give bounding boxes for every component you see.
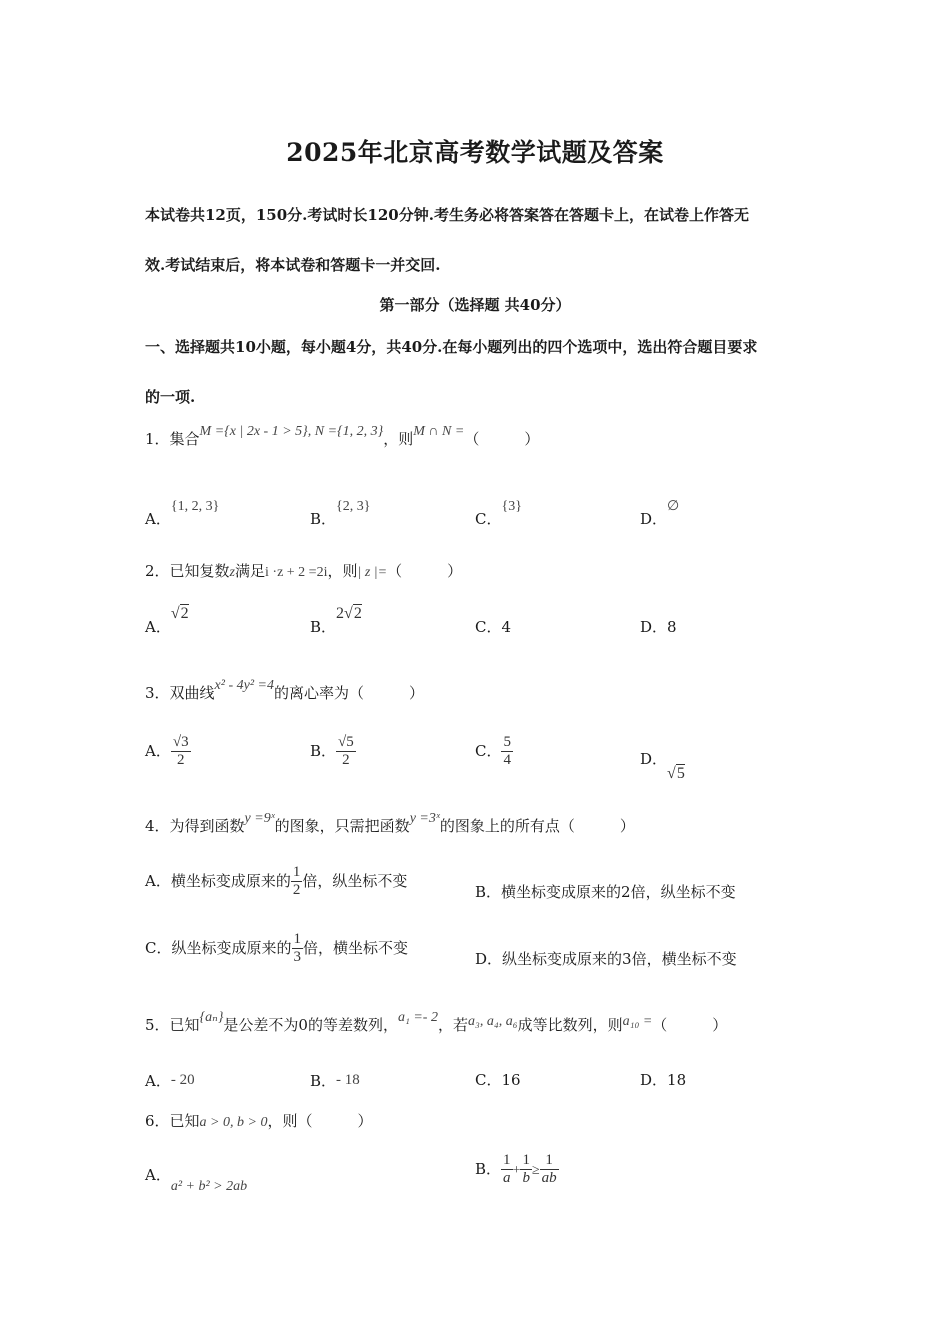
fraction: $\frac{1}{3}$ bbox=[293, 931, 301, 965]
q1-option-d[interactable]: D．∅ bbox=[640, 499, 680, 528]
q1-option-b[interactable]: B．{2, 3} bbox=[310, 499, 371, 528]
q4-option-b[interactable]: B．横坐标变成原来的2倍，纵坐标不变 bbox=[475, 883, 736, 901]
intro-line-1: 本试卷共12页，150分.考试时长120分钟.考生务必将答案答在答题卡上，在试卷上作答无 bbox=[145, 206, 749, 224]
question-1 bbox=[145, 424, 540, 449]
q1-intersection-expr: M ∩ N = bbox=[413, 424, 465, 439]
sqrt-symbol: √2 bbox=[170, 605, 189, 622]
q1-paren: （ ） bbox=[464, 430, 540, 448]
q2-option-c[interactable]: C．4 bbox=[475, 618, 512, 636]
q6-option-b[interactable]: B． $\frac{1}{a}$ + $\frac{1}{b}$ ≥ $\frac{1}{ab}$ bbox=[475, 1152, 557, 1186]
q3-hyperbola-expr: x² - 4y² =4 bbox=[214, 678, 274, 693]
question-4: 4．为得到函数y =9ˣ的图象，只需把函数y =3ˣ的图象上的所有点（ ） bbox=[145, 811, 635, 835]
q5-terms: a₃, a₄, a₆ bbox=[467, 1014, 518, 1029]
sqrt-symbol: √2 bbox=[344, 605, 362, 622]
q1-set-expr: M ={x | 2x - 1 > 5}, N ={1, 2, 3} bbox=[199, 424, 384, 439]
fraction: $\frac{√3}{2}$ bbox=[172, 734, 189, 768]
q1-option-a[interactable]: A．{1, 2, 3} bbox=[145, 499, 220, 528]
q5-sequence: {aₙ} bbox=[199, 1010, 224, 1025]
q2-option-a[interactable]: A．√2 bbox=[145, 605, 189, 636]
section-line-1: 一、选择题共10小题，每小题4分，共40分.在每小题列出的四个选项中，选出符合题目要求 bbox=[145, 338, 758, 356]
q4-function-1: y =9ˣ bbox=[244, 811, 275, 826]
q4-option-d[interactable]: D．纵坐标变成原来的3倍，横坐标不变 bbox=[475, 950, 737, 968]
q5-target-term: a₁₀ = bbox=[622, 1014, 653, 1029]
q5-first-term: a₁ =- 2 bbox=[397, 1010, 438, 1025]
q5-option-d[interactable]: D．18 bbox=[640, 1071, 687, 1089]
q2-option-d[interactable]: D．8 bbox=[640, 618, 677, 636]
page-title: 2025年北京高考数学试题及答案 bbox=[286, 138, 664, 167]
question-6: 6．已知a > 0, b > 0，则（ ） bbox=[145, 1112, 373, 1130]
fraction: $\frac{1}{2}$ bbox=[292, 864, 301, 898]
question-5: 5．已知{aₙ}是公差不为0的等差数列，a₁ =- 2，若a₃, a₄, a₆成等比数列，则a₁₀ =（ ） bbox=[145, 1010, 728, 1034]
question-3: 3．双曲线x² - 4y² =4的离心率为（ ） bbox=[145, 678, 425, 702]
q2-option-b[interactable]: B．2√2 bbox=[310, 605, 362, 636]
q4-function-2: y =3ˣ bbox=[409, 811, 440, 826]
fraction: $\frac{1}{ab}$ bbox=[541, 1152, 557, 1186]
fraction: $\frac{1}{b}$ bbox=[522, 1152, 530, 1186]
part1-heading: 第一部分（选择题 共40分） bbox=[379, 296, 571, 314]
q3-option-a[interactable]: A． $\frac{√3}{2}$ bbox=[145, 734, 189, 768]
sqrt-symbol: √5 bbox=[667, 765, 685, 782]
fraction: $\frac{√5}{2}$ bbox=[338, 734, 354, 768]
q3-option-c[interactable]: C． $\frac{5}{4}$ bbox=[475, 734, 511, 768]
fraction: $\frac{5}{4}$ bbox=[503, 734, 511, 768]
q2-equation: i ·z + 2 =2i bbox=[265, 565, 328, 580]
q1-number: 1．集合 bbox=[145, 430, 200, 448]
q6-option-a[interactable]: A．a² + b² > 2ab bbox=[145, 1166, 248, 1194]
q4-option-a[interactable]: A．横坐标变成原来的 $\frac{1}{2}$ 倍，纵坐标不变 bbox=[145, 864, 408, 898]
q5-option-a[interactable]: A．- 20 bbox=[145, 1072, 195, 1090]
q1-mid: ，则 bbox=[383, 430, 414, 448]
q5-option-b[interactable]: B．- 18 bbox=[310, 1072, 360, 1090]
q1-option-c[interactable]: C．{3} bbox=[475, 499, 522, 528]
q3-option-b[interactable]: B． $\frac{√5}{2}$ bbox=[310, 734, 354, 768]
section-line-2: 的一项. bbox=[145, 388, 196, 406]
intro-line-2: 效.考试结束后，将本试卷和答题卡一并交回. bbox=[145, 256, 441, 274]
q5-option-c[interactable]: C．16 bbox=[475, 1071, 521, 1089]
q6-condition: a > 0, b > 0 bbox=[199, 1115, 268, 1130]
question-2: 2．已知复数z满足i ·z + 2 =2i，则| z |=（ ） bbox=[145, 562, 463, 580]
fraction: $\frac{1}{a}$ bbox=[503, 1152, 511, 1186]
q2-modulus: | z |= bbox=[357, 565, 388, 580]
q4-option-c[interactable]: C．纵坐标变成原来的 $\frac{1}{3}$ 倍，横坐标不变 bbox=[145, 931, 409, 965]
q3-option-d[interactable]: D．√5 bbox=[640, 750, 685, 782]
